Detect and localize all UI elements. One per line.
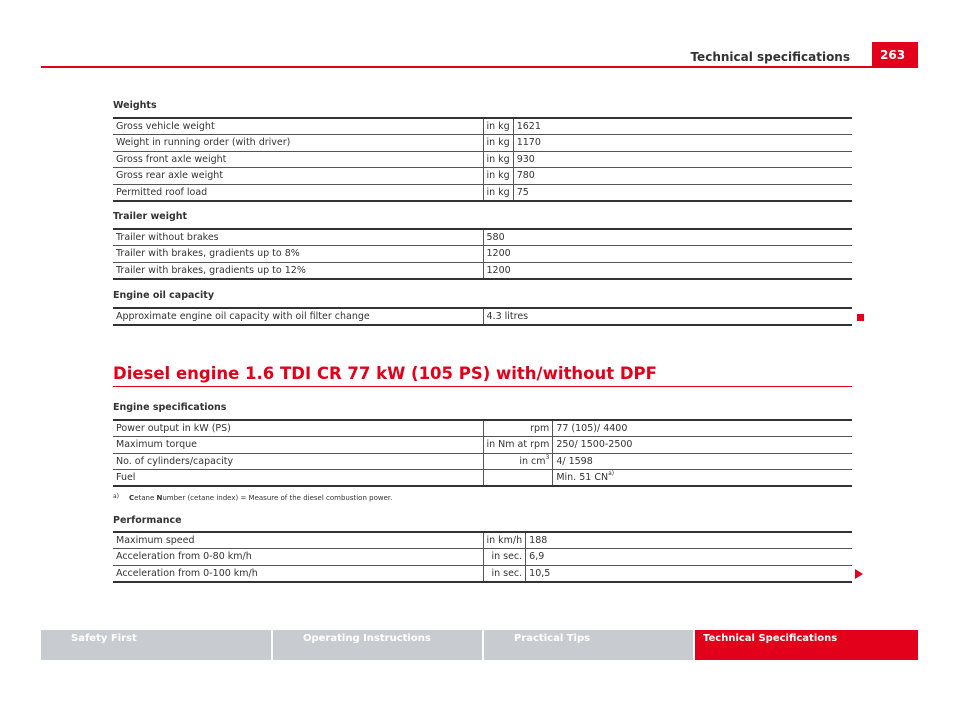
- row-value: 580: [483, 229, 852, 246]
- header-title: Technical specifications: [690, 50, 850, 64]
- row-value: 780: [513, 168, 852, 185]
- table-row: [113, 184, 852, 201]
- footer-nav: [41, 630, 918, 660]
- footnote-text-2: umber (cetane index) = Measure of the diesel combustion power.: [162, 494, 393, 502]
- row-label: Trailer without brakes: [113, 229, 483, 246]
- row-unit: in kg: [483, 168, 513, 185]
- table-row: [113, 308, 852, 325]
- row-unit: in kg: [483, 118, 513, 135]
- row-value: 75: [513, 184, 852, 201]
- table-row: [113, 246, 852, 263]
- unit-text: in cm: [519, 455, 546, 467]
- section-end-square-icon: [857, 314, 864, 321]
- footer-tab-technical-specifications[interactable]: Technical Specifications: [695, 630, 918, 660]
- footer-tab-practical-tips[interactable]: Practical Tips: [484, 630, 693, 660]
- trailer-label: Trailer weight: [113, 211, 188, 222]
- row-label: Gross vehicle weight: [113, 118, 483, 135]
- weights-label: Weights: [113, 100, 157, 111]
- table-row: [113, 168, 852, 185]
- heading-rule: [113, 386, 852, 387]
- row-label: Permitted roof load: [113, 184, 483, 201]
- row-label: Weight in running order (with driver): [113, 135, 483, 152]
- unit-superscript: 3: [545, 453, 550, 461]
- row-unit: rpm: [483, 420, 553, 437]
- row-value: 4.3 litres: [483, 308, 852, 325]
- continue-arrow-icon: [855, 569, 863, 579]
- footnote: [113, 494, 392, 502]
- row-value: 10,5: [526, 565, 852, 582]
- table-row: [113, 532, 852, 549]
- row-label: Fuel: [113, 470, 483, 487]
- row-value: 77 (105)/ 4400: [553, 420, 852, 437]
- row-unit: in km/h: [483, 532, 526, 549]
- row-value: 1170: [513, 135, 852, 152]
- table-row: [113, 470, 852, 487]
- footnote-text-1: etane: [134, 494, 157, 502]
- table-row: [113, 151, 852, 168]
- table-row: [113, 549, 852, 566]
- table-row: [113, 135, 852, 152]
- row-unit: in kg: [483, 184, 513, 201]
- table-row: [113, 118, 852, 135]
- table-row: [113, 262, 852, 279]
- row-label: Gross front axle weight: [113, 151, 483, 168]
- header-rule: [41, 66, 918, 68]
- row-value: 4/ 1598: [553, 453, 852, 470]
- oil-table: [113, 307, 852, 326]
- row-label: Maximum torque: [113, 437, 483, 454]
- footnote-initial-c: C: [129, 494, 135, 502]
- row-label: Approximate engine oil capacity with oil filter change: [113, 308, 483, 325]
- engine-spec-table: [113, 419, 852, 487]
- row-value: 1621: [513, 118, 852, 135]
- row-value: 930: [513, 151, 852, 168]
- row-value: [553, 470, 852, 487]
- row-unit: in sec.: [483, 549, 526, 566]
- footnote-ref: a): [608, 470, 615, 477]
- footnote-mark: a): [113, 493, 120, 500]
- row-unit: in kg: [483, 151, 513, 168]
- row-unit: [483, 453, 553, 470]
- weights-table: [113, 117, 852, 202]
- row-label: Acceleration from 0-80 km/h: [113, 549, 483, 566]
- row-unit: in kg: [483, 135, 513, 152]
- row-value: 188: [526, 532, 852, 549]
- row-value: 6,9: [526, 549, 852, 566]
- performance-table: [113, 531, 852, 583]
- table-row: [113, 565, 852, 582]
- footnote-initial-n: N: [156, 494, 163, 502]
- row-label: Maximum speed: [113, 532, 483, 549]
- row-label: Acceleration from 0-100 km/h: [113, 565, 483, 582]
- table-row: [113, 229, 852, 246]
- row-unit: in sec.: [483, 565, 526, 582]
- row-label: Trailer with brakes, gradients up to 12%: [113, 262, 483, 279]
- table-row: [113, 420, 852, 437]
- table-row: [113, 453, 852, 470]
- row-label: Power output in kW (PS): [113, 420, 483, 437]
- performance-label: Performance: [113, 515, 182, 526]
- footer-tab-operating-instructions[interactable]: Operating Instructions: [273, 630, 482, 660]
- row-unit: in Nm at rpm: [483, 437, 553, 454]
- row-value: 250/ 1500-2500: [553, 437, 852, 454]
- row-value: 1200: [483, 262, 852, 279]
- engine-spec-label: Engine specifications: [113, 402, 227, 413]
- trailer-table: [113, 228, 852, 280]
- row-label: No. of cylinders/capacity: [113, 453, 483, 470]
- value-text: Min. 51 CN: [556, 472, 609, 483]
- oil-label: Engine oil capacity: [113, 290, 215, 301]
- footer-tab-safety-first[interactable]: Safety First: [41, 630, 271, 660]
- row-label: Trailer with brakes, gradients up to 8%: [113, 246, 483, 263]
- table-row: [113, 437, 852, 454]
- row-value: 1200: [483, 246, 852, 263]
- row-label: Gross rear axle weight: [113, 168, 483, 185]
- section-heading: Diesel engine 1.6 TDI CR 77 kW (105 PS) with/without DPF: [113, 364, 657, 383]
- page-number: 263: [872, 42, 918, 68]
- row-unit: [483, 470, 553, 487]
